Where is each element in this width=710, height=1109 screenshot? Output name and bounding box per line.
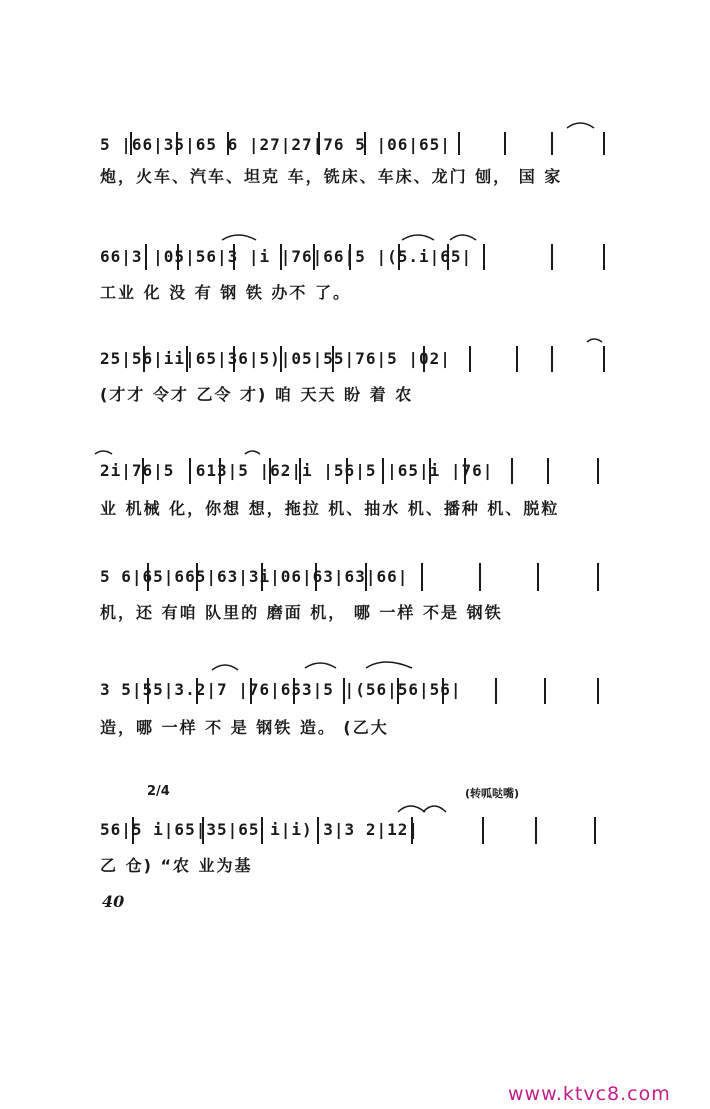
lyric-line-7: 乙 仓) “农 业为基 [100,856,253,875]
site-watermark: www.ktvc8.com [508,1083,671,1105]
lyric-line-5: 机，还 有咱 队里的 磨面 机， 哪 一样 不是 钢铁 [100,603,503,622]
notation-line-6: 3 5|55|3.2|7 |76|653|5 |(56|56|56| [100,680,462,699]
page-number: 40 [102,892,125,911]
notation-line-4: 2i|76|5 |613|5 |62|i |56|5 |65|i |76| [100,461,494,480]
time-signature: 2/4 [147,784,170,799]
lyric-line-3: (才才 令才 乙令 才) 咱 天天 盼 着 农 [100,385,414,404]
notation-line-2: 66|3 |05|56|3 |i |76|66|5 |(5.i|65| [100,247,473,266]
lyric-line-1: 炮，火车、汽车、坦克 车，铣床、车床、龙门 刨， 国 家 [100,167,563,186]
lyric-line-4: 业 机械 化，你想 想，拖拉 机、抽水 机、播种 机、脱粒 [100,499,560,518]
notation-line-7: 56|5 i|65|35|65 i|i) 3|3 2|12| [100,820,419,839]
notation-line-5: 5 6|65|665|63|3i|06|63|63|66| [100,567,409,586]
notation-line-1: 5 |66|35|65 6 |27|27|76 5 |06|65| [100,135,451,154]
lyric-line-6: 造，哪 一样 不 是 钢铁 造。 (乙大 [100,718,389,737]
notation-line-3: 25|56|ii|65|36|5)|05|55|76|5 |02| [100,349,451,368]
performance-annotation: (转呱哒嘴) [465,787,520,800]
lyric-line-2: 工业 化 没 有 钢 铁 办不 了。 [100,283,351,302]
